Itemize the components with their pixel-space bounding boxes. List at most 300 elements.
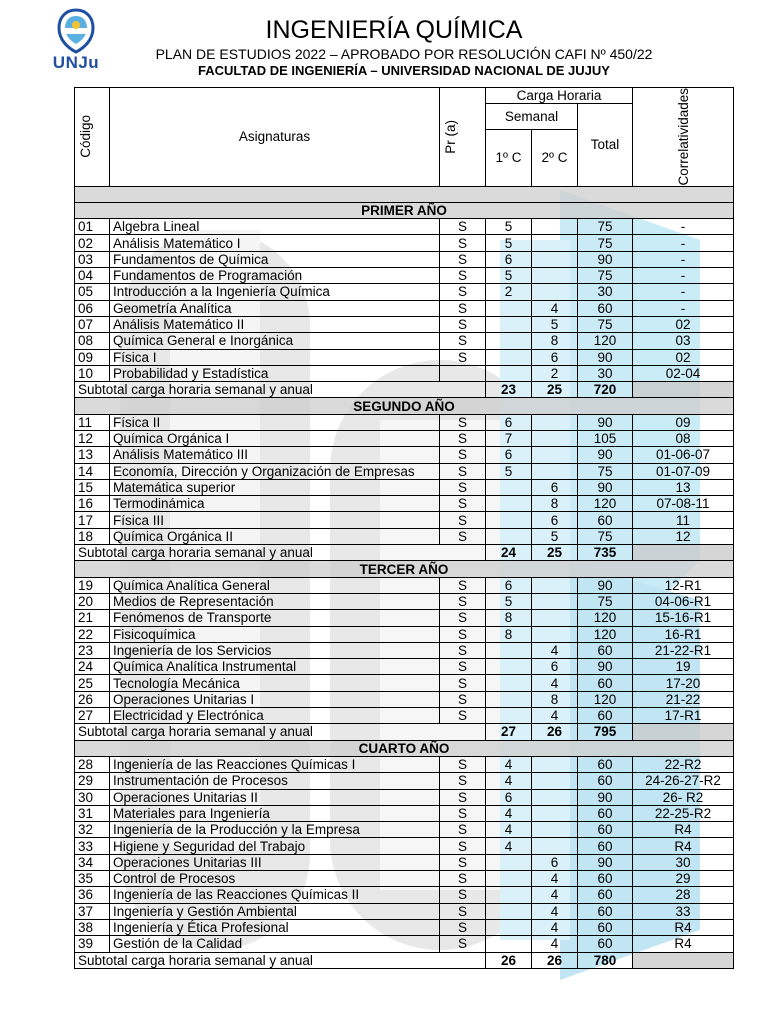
first-term-hours: 5 <box>486 463 532 479</box>
table-row <box>75 789 734 805</box>
correlatives: - <box>633 235 734 251</box>
second-term-hours <box>532 219 578 235</box>
first-term-hours <box>486 496 532 512</box>
subject-code: 25 <box>75 675 110 691</box>
year-title: TERCER AÑO <box>75 561 734 577</box>
first-term-hours <box>486 675 532 691</box>
subject-name: Medios de Representación <box>110 593 440 609</box>
second-term-hours <box>532 626 578 642</box>
second-term-hours: 4 <box>532 708 578 724</box>
first-term-hours: 5 <box>486 219 532 235</box>
table-row <box>75 903 734 919</box>
total-hours: 90 <box>578 349 633 365</box>
table-row <box>75 708 734 724</box>
subtotal-first-term: 26 <box>486 952 532 968</box>
pr-flag: S <box>440 496 486 512</box>
correlatives: - <box>633 251 734 267</box>
pr-flag: S <box>440 756 486 772</box>
table-row <box>75 610 734 626</box>
first-term-hours: 4 <box>486 838 532 854</box>
pr-flag: S <box>440 708 486 724</box>
total-hours: 75 <box>578 593 633 609</box>
pr-flag: S <box>440 333 486 349</box>
subject-name: Química Analítica General <box>110 577 440 593</box>
subject-code: 09 <box>75 349 110 365</box>
first-term-hours <box>486 365 532 381</box>
pr-flag: S <box>440 316 486 332</box>
pr-flag: S <box>440 300 486 316</box>
correlatives: 12 <box>633 528 734 544</box>
subject-name: Química General e Inorgánica <box>110 333 440 349</box>
weekly-header: Semanal <box>486 104 578 129</box>
pr-flag: S <box>440 447 486 463</box>
second-term-hours: 4 <box>532 919 578 935</box>
subject-name: Introducción a la Ingeniería Química <box>110 284 440 300</box>
pr-flag: S <box>440 789 486 805</box>
subject-name: Economía, Dirección y Organización de Empresas <box>110 463 440 479</box>
pr-flag: S <box>440 838 486 854</box>
table-row <box>75 822 734 838</box>
second-term-hours <box>532 756 578 772</box>
pr-flag: S <box>440 431 486 447</box>
first-term-hours <box>486 936 532 952</box>
subtotal-blank <box>633 545 734 561</box>
pr-column-header <box>440 88 486 187</box>
subject-name: Materiales para Ingeniería <box>110 805 440 821</box>
table-row <box>75 805 734 821</box>
second-term-hours <box>532 593 578 609</box>
total-hours: 90 <box>578 479 633 495</box>
pr-flag: S <box>440 414 486 430</box>
table-row <box>75 838 734 854</box>
second-term-hours <box>532 414 578 430</box>
total-hours: 105 <box>578 431 633 447</box>
subject-name: Instrumentación de Procesos <box>110 773 440 789</box>
subject-code: 37 <box>75 903 110 919</box>
subject-name: Ingeniería y Ética Profesional <box>110 919 440 935</box>
second-term-hours: 4 <box>532 903 578 919</box>
correlatives: R4 <box>633 936 734 952</box>
subject-name: Fundamentos de Programación <box>110 268 440 284</box>
subject-name: Física III <box>110 512 440 528</box>
subtotal-blank <box>633 952 734 968</box>
year-section-row <box>75 740 734 756</box>
correlatives: 15-16-R1 <box>633 610 734 626</box>
second-term-hours <box>532 577 578 593</box>
correlatives: - <box>633 268 734 284</box>
second-term-hours: 4 <box>532 642 578 658</box>
subject-name: Química Orgánica II <box>110 528 440 544</box>
logo-text: UNJu <box>52 53 100 72</box>
total-hours: 120 <box>578 610 633 626</box>
subtotal-label: Subtotal carga horaria semanal y anual <box>75 724 486 740</box>
correlatives: 22-25-R2 <box>633 805 734 821</box>
subject-name: Operaciones Unitarias I <box>110 691 440 707</box>
second-term-hours: 8 <box>532 496 578 512</box>
first-term-hours: 4 <box>486 756 532 772</box>
subtotal-second-term: 25 <box>532 382 578 398</box>
total-hours: 90 <box>578 251 633 267</box>
subject-code: 27 <box>75 708 110 724</box>
pr-flag: S <box>440 642 486 658</box>
pr-flag: S <box>440 349 486 365</box>
first-term-hours <box>486 871 532 887</box>
subject-name: Higiene y Seguridad del Trabajo <box>110 838 440 854</box>
subject-code: 02 <box>75 235 110 251</box>
subject-code: 26 <box>75 691 110 707</box>
total-hours: 60 <box>578 756 633 772</box>
table-row <box>75 431 734 447</box>
total-hours: 60 <box>578 512 633 528</box>
second-term-hours: 4 <box>532 887 578 903</box>
correlatives: 26- R2 <box>633 789 734 805</box>
correlatives: 02-04 <box>633 365 734 381</box>
correlatives: 24-26-27-R2 <box>633 773 734 789</box>
table-row <box>75 316 734 332</box>
subject-name: Operaciones Unitarias II <box>110 789 440 805</box>
table-row <box>75 675 734 691</box>
table-row <box>75 773 734 789</box>
subject-code: 36 <box>75 887 110 903</box>
table-row <box>75 447 734 463</box>
second-term-hours: 8 <box>532 691 578 707</box>
table-row <box>75 919 734 935</box>
pr-flag: S <box>440 528 486 544</box>
subject-code: 14 <box>75 463 110 479</box>
correlatives: 12-R1 <box>633 577 734 593</box>
total-hours: 60 <box>578 822 633 838</box>
subtotal-blank <box>633 382 734 398</box>
second-term-hours <box>532 822 578 838</box>
total-hours: 60 <box>578 871 633 887</box>
second-term-hours <box>532 463 578 479</box>
correlatives: 21-22-R1 <box>633 642 734 658</box>
first-term-hours: 5 <box>486 593 532 609</box>
total-hours: 60 <box>578 887 633 903</box>
total-hours: 75 <box>578 219 633 235</box>
pr-flag: S <box>440 268 486 284</box>
subtotal-second-term: 26 <box>532 952 578 968</box>
subject-name: Análisis Matemático I <box>110 235 440 251</box>
correlatives: 07-08-11 <box>633 496 734 512</box>
total-hours: 60 <box>578 936 633 952</box>
total-hours: 60 <box>578 903 633 919</box>
subject-name: Matemática superior <box>110 479 440 495</box>
subtotal-first-term: 27 <box>486 724 532 740</box>
first-term-hours <box>486 887 532 903</box>
total-hours: 120 <box>578 626 633 642</box>
pr-flag: S <box>440 479 486 495</box>
correlatives: 17-20 <box>633 675 734 691</box>
subject-code: 15 <box>75 479 110 495</box>
subject-code: 04 <box>75 268 110 284</box>
subtotal-second-term: 25 <box>532 545 578 561</box>
total-hours: 60 <box>578 675 633 691</box>
table-row <box>75 365 734 381</box>
table-row <box>75 284 734 300</box>
table-row <box>75 871 734 887</box>
subject-name: Ingeniería de los Servicios <box>110 642 440 658</box>
correlatives: 02 <box>633 316 734 332</box>
total-hours: 120 <box>578 333 633 349</box>
pr-flag: S <box>440 219 486 235</box>
table-row <box>75 349 734 365</box>
subject-code: 01 <box>75 219 110 235</box>
table-row <box>75 414 734 430</box>
correlatives: 13 <box>633 479 734 495</box>
table-row <box>75 463 734 479</box>
first-term-hours: 6 <box>486 577 532 593</box>
total-hours: 60 <box>578 642 633 658</box>
correlatives: 03 <box>633 333 734 349</box>
header-spacer <box>75 186 734 202</box>
pr-flag: S <box>440 936 486 952</box>
subtotal-second-term: 26 <box>532 724 578 740</box>
table-row <box>75 626 734 642</box>
correlatives: 28 <box>633 887 734 903</box>
pr-flag: S <box>440 822 486 838</box>
second-term-hours <box>532 805 578 821</box>
total-hours: 60 <box>578 773 633 789</box>
subtotal-label: Subtotal carga horaria semanal y anual <box>75 382 486 398</box>
subject-code: 17 <box>75 512 110 528</box>
second-term-hours: 8 <box>532 333 578 349</box>
code-header-text: Código <box>78 115 93 159</box>
first-term-hours: 6 <box>486 447 532 463</box>
second-term-hours <box>532 268 578 284</box>
correlatives: 11 <box>633 512 734 528</box>
table-row <box>75 854 734 870</box>
first-term-hours <box>486 528 532 544</box>
correlatives: R4 <box>633 822 734 838</box>
second-term-hours: 6 <box>532 854 578 870</box>
pr-flag: S <box>440 251 486 267</box>
total-hours: 120 <box>578 691 633 707</box>
table-row <box>75 512 734 528</box>
subtotal-row <box>75 382 734 398</box>
subject-code: 30 <box>75 789 110 805</box>
first-term-hours <box>486 349 532 365</box>
first-term-hours: 8 <box>486 626 532 642</box>
subtotal-row <box>75 545 734 561</box>
correlatives: 22-R2 <box>633 756 734 772</box>
total-hours: 90 <box>578 577 633 593</box>
subject-name: Ingeniería de las Reacciones Químicas II <box>110 887 440 903</box>
first-term-hours <box>486 708 532 724</box>
pr-flag: S <box>440 773 486 789</box>
header-row <box>75 88 734 104</box>
subject-name: Control de Procesos <box>110 871 440 887</box>
correlatives: 33 <box>633 903 734 919</box>
first-term-hours <box>486 512 532 528</box>
second-term-hours <box>532 284 578 300</box>
first-term-hours: 5 <box>486 268 532 284</box>
correlatives-column-header <box>633 88 734 187</box>
total-hours: 60 <box>578 805 633 821</box>
second-term-hours: 5 <box>532 528 578 544</box>
subject-code: 08 <box>75 333 110 349</box>
subject-code: 19 <box>75 577 110 593</box>
first-term-hours: 8 <box>486 610 532 626</box>
total-hours: 60 <box>578 838 633 854</box>
year-title: CUARTO AÑO <box>75 740 734 756</box>
total-hours: 75 <box>578 268 633 284</box>
first-term-hours: 6 <box>486 789 532 805</box>
pr-flag: S <box>440 659 486 675</box>
year-section-row <box>75 561 734 577</box>
pr-flag: S <box>440 805 486 821</box>
subject-name: Geometría Analítica <box>110 300 440 316</box>
subject-code: 10 <box>75 365 110 381</box>
subject-name: Tecnología Mecánica <box>110 675 440 691</box>
pr-flag: S <box>440 675 486 691</box>
subject-code: 13 <box>75 447 110 463</box>
subject-code: 31 <box>75 805 110 821</box>
subject-code: 12 <box>75 431 110 447</box>
first-term-hours <box>486 854 532 870</box>
table-row <box>75 577 734 593</box>
subject-name: Ingeniería de la Producción y la Empresa <box>110 822 440 838</box>
subject-name: Ingeniería de las Reacciones Químicas I <box>110 756 440 772</box>
subject-code: 11 <box>75 414 110 430</box>
second-term-hours: 4 <box>532 300 578 316</box>
subject-code: 23 <box>75 642 110 658</box>
total-column-header: Total <box>578 104 633 186</box>
second-term-hours: 6 <box>532 349 578 365</box>
second-term-hours: 6 <box>532 659 578 675</box>
correlatives: 09 <box>633 414 734 430</box>
pr-flag: S <box>440 887 486 903</box>
second-term-hours: 6 <box>532 479 578 495</box>
subject-name: Fisicoquímica <box>110 626 440 642</box>
subject-name: Electricidad y Electrónica <box>110 708 440 724</box>
first-term-hours <box>486 300 532 316</box>
pr-flag: S <box>440 235 486 251</box>
correlatives: - <box>633 284 734 300</box>
pr-flag: S <box>440 463 486 479</box>
total-hours: 75 <box>578 528 633 544</box>
subject-name: Algebra Lineal <box>110 219 440 235</box>
second-term-hours: 2 <box>532 365 578 381</box>
first-term-hours: 4 <box>486 822 532 838</box>
subtotal-total: 720 <box>578 382 633 398</box>
subject-code: 28 <box>75 756 110 772</box>
second-term-hours: 6 <box>532 512 578 528</box>
pr-flag: S <box>440 903 486 919</box>
total-hours: 90 <box>578 659 633 675</box>
table-row <box>75 300 734 316</box>
subtotal-total: 735 <box>578 545 633 561</box>
pr-flag: S <box>440 626 486 642</box>
table-row <box>75 936 734 952</box>
page-title: INGENIERÍA QUÍMICA <box>265 16 523 44</box>
subject-name: Fenómenos de Transporte <box>110 610 440 626</box>
correlatives: 29 <box>633 871 734 887</box>
correlatives: 17-R1 <box>633 708 734 724</box>
subject-code: 16 <box>75 496 110 512</box>
subject-name: Gestión de la Calidad <box>110 936 440 952</box>
second-term-hours <box>532 789 578 805</box>
pr-header-text: Pr (a) <box>443 119 458 154</box>
subject-code: 03 <box>75 251 110 267</box>
first-term-hours: 2 <box>486 284 532 300</box>
code-column-header <box>75 88 110 187</box>
subject-code: 22 <box>75 626 110 642</box>
total-hours: 90 <box>578 789 633 805</box>
total-hours: 60 <box>578 708 633 724</box>
faculty-name: FACULTAD DE INGENIERÍA – UNIVERSIDAD NACIONAL DE JUJUY <box>198 63 610 78</box>
correlatives: 01-06-07 <box>633 447 734 463</box>
subject-name: Química Orgánica I <box>110 431 440 447</box>
subject-name: Probabilidad y Estadística <box>110 365 440 381</box>
table-row <box>75 528 734 544</box>
pr-flag <box>440 365 486 381</box>
first-term-hours: 6 <box>486 251 532 267</box>
year-title: SEGUNDO AÑO <box>75 398 734 414</box>
subject-code: 33 <box>75 838 110 854</box>
subtotal-blank <box>633 724 734 740</box>
subject-name: Análisis Matemático II <box>110 316 440 332</box>
total-hours: 60 <box>578 919 633 935</box>
first-term-hours <box>486 903 532 919</box>
subtotal-label: Subtotal carga horaria semanal y anual <box>75 952 486 968</box>
subject-code: 32 <box>75 822 110 838</box>
pr-flag: S <box>440 919 486 935</box>
first-term-hours <box>486 659 532 675</box>
subject-name: Análisis Matemático III <box>110 447 440 463</box>
pr-flag: S <box>440 512 486 528</box>
table-row <box>75 219 734 235</box>
first-term-hours <box>486 919 532 935</box>
total-hours: 75 <box>578 316 633 332</box>
table-row <box>75 268 734 284</box>
correlatives: 16-R1 <box>633 626 734 642</box>
second-term-hours: 4 <box>532 936 578 952</box>
subject-code: 07 <box>75 316 110 332</box>
first-term-header: 1º C <box>486 129 532 186</box>
first-term-hours: 4 <box>486 773 532 789</box>
study-plan-table <box>74 87 734 969</box>
year-section-row <box>75 202 734 218</box>
total-hours: 90 <box>578 854 633 870</box>
second-term-hours: 4 <box>532 871 578 887</box>
year-title: PRIMER AÑO <box>75 202 734 218</box>
second-term-hours: 5 <box>532 316 578 332</box>
correlatives: 19 <box>633 659 734 675</box>
second-term-hours <box>532 235 578 251</box>
total-hours: 75 <box>578 463 633 479</box>
second-term-hours: 4 <box>532 675 578 691</box>
total-hours: 30 <box>578 365 633 381</box>
subtotal-label: Subtotal carga horaria semanal y anual <box>75 545 486 561</box>
subject-name: Operaciones Unitarias III <box>110 854 440 870</box>
pr-flag: S <box>440 854 486 870</box>
second-term-header: 2º C <box>532 129 578 186</box>
subject-code: 35 <box>75 871 110 887</box>
subject-code: 34 <box>75 854 110 870</box>
total-hours: 60 <box>578 300 633 316</box>
subject-code: 06 <box>75 300 110 316</box>
subject-name: Química Analítica Instrumental <box>110 659 440 675</box>
subject-code: 20 <box>75 593 110 609</box>
correlatives: 30 <box>633 854 734 870</box>
subject-code: 18 <box>75 528 110 544</box>
table-row <box>75 496 734 512</box>
subject-name: Fundamentos de Química <box>110 251 440 267</box>
table-row <box>75 235 734 251</box>
second-term-hours <box>532 431 578 447</box>
subtotal-row <box>75 952 734 968</box>
